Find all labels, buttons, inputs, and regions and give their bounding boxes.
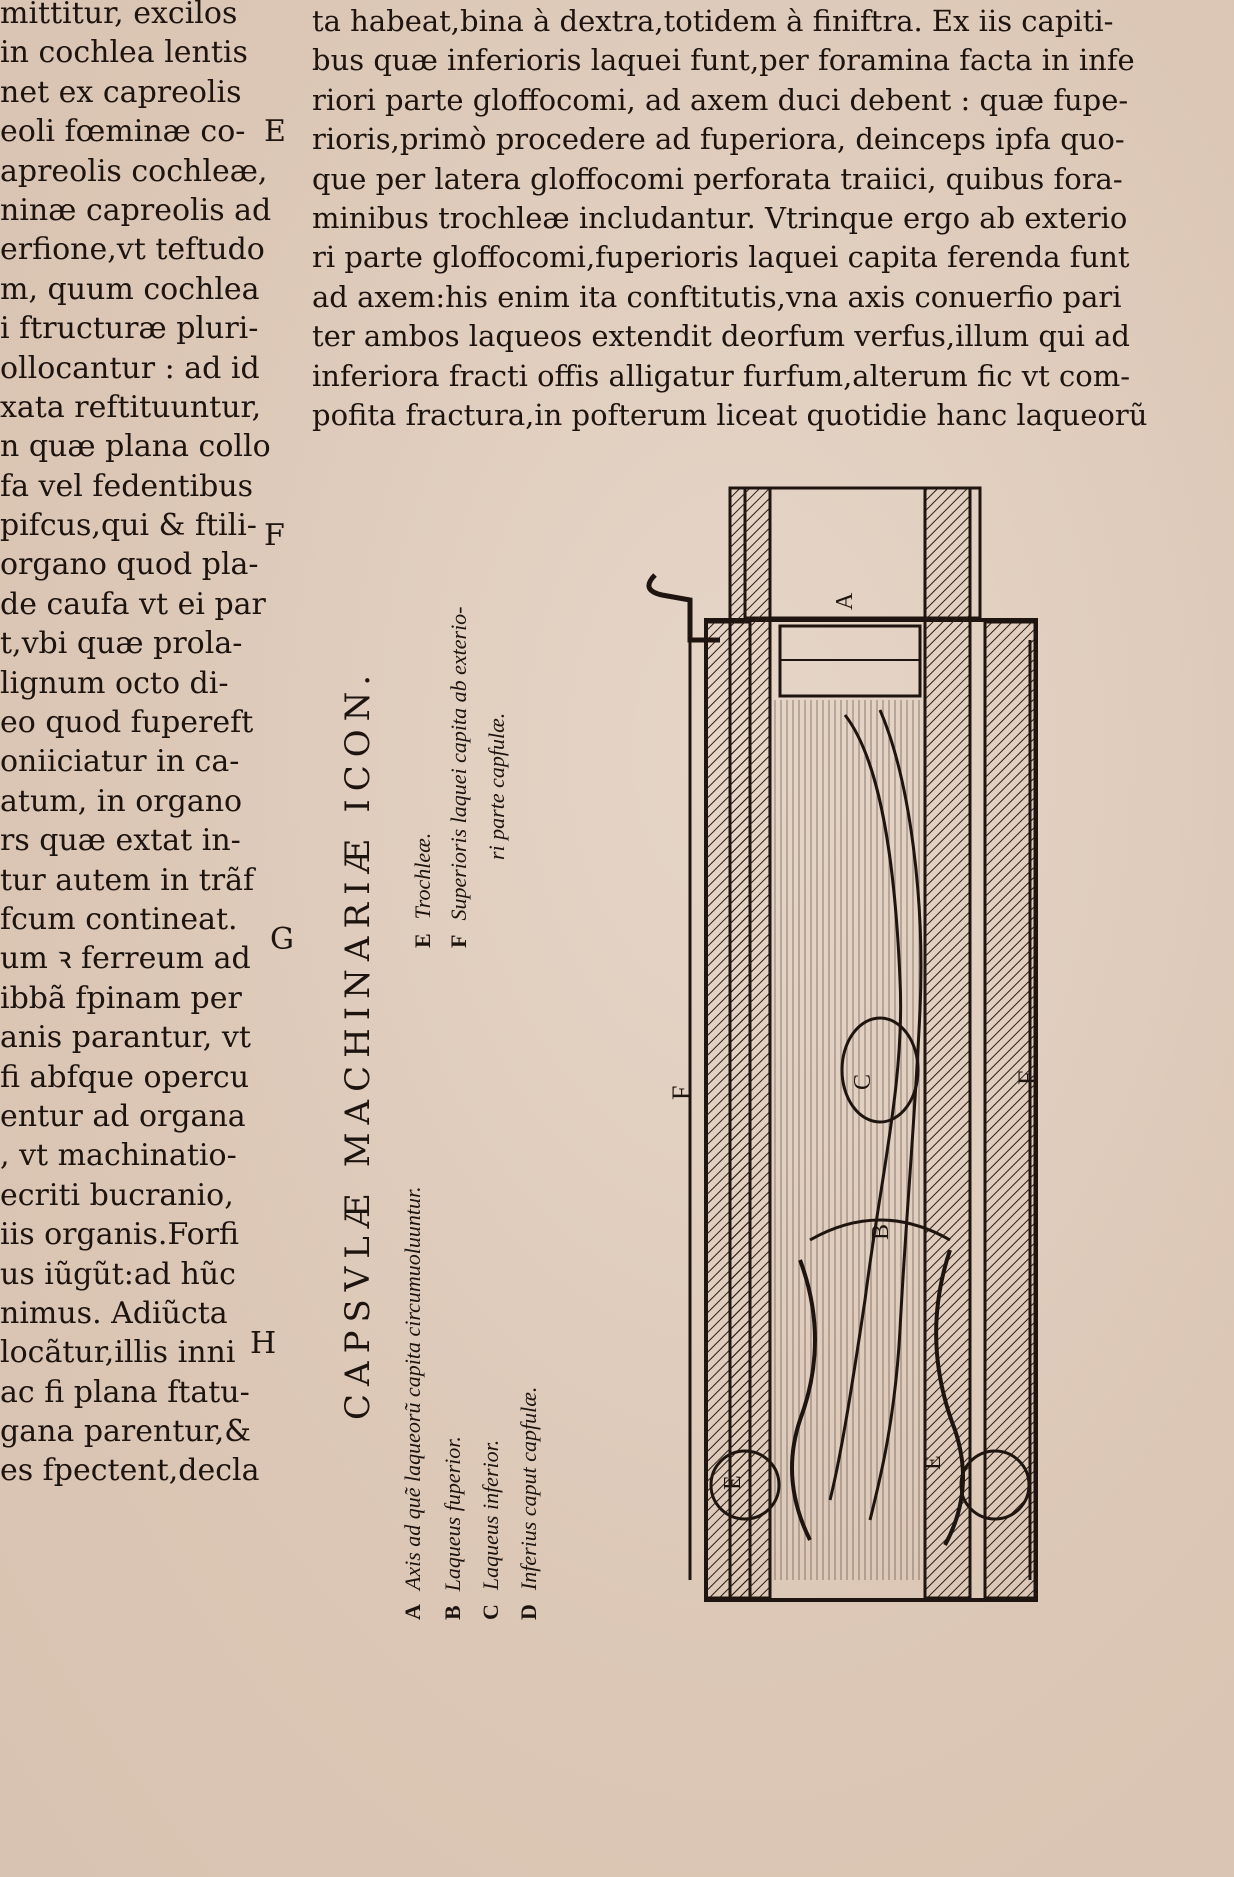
left-column-line: gana parentur,&: [0, 1414, 252, 1450]
main-text-line: ri parte gloffocomi,fuperioris laquei capita ferenda funt: [312, 240, 1130, 275]
left-column-line: ollocantur : ad id: [0, 350, 260, 386]
figure-label-f-right: F: [1013, 1070, 1042, 1085]
legend-text: Laqueus inferior.: [478, 1439, 503, 1591]
main-text-line: que per latera gloffocomi perforata traiici, quibus fora-: [312, 161, 1123, 196]
left-column-line: apreolis cochleæ,: [0, 153, 268, 189]
figure-label-e-left: E: [720, 1475, 746, 1490]
left-column-line: t,vbi quæ prola-: [0, 626, 243, 662]
legend-text: Axis ad quẽ laqueorũ capita circumuoluuntur.: [400, 1186, 425, 1591]
legend-text: Superioris laquei capita ab exterio-: [446, 606, 471, 921]
left-column-line: iis organis.Forfi: [0, 1217, 240, 1253]
left-column-line: de caufa vt ei par: [0, 586, 266, 622]
main-text-line: ad axem:his enim ita conftitutis,vna axis conuerfio pari: [312, 279, 1122, 314]
left-column-line: organo quod pla-: [0, 547, 259, 583]
main-text-line: rioris,primò procedere ad fuperiora, deinceps ipfa quo-: [312, 122, 1125, 157]
legend-text: ri parte capfulæ.: [484, 712, 509, 860]
left-column-line: oniiciatur in ca-: [0, 744, 240, 780]
left-column-line: ninæ capreolis ad: [0, 192, 272, 228]
left-column-line: atum, in organo: [0, 783, 243, 819]
left-column-line: fa vel fedentibus: [0, 468, 254, 504]
main-text-line: riori parte gloffocomi, ad axem duci debent : quæ fupe-: [312, 82, 1129, 117]
capsula-box: [649, 488, 1036, 1600]
legend-text: Laqueus fuperior.: [440, 1436, 465, 1592]
left-column-line: eo quod fupereft: [0, 705, 254, 741]
figure-label-e-right: E: [920, 1455, 946, 1470]
legend-letter: B: [440, 1605, 465, 1620]
figure-label-f-left: F: [667, 1085, 696, 1100]
legend-letter: D: [516, 1604, 541, 1620]
legend-letter: E: [410, 933, 435, 948]
main-text-line: inferiora fracti offis alligatur furfum,alterum fic vt com-: [312, 358, 1131, 393]
margin-letter-f: F: [264, 518, 285, 553]
main-text-line: minibus trochleæ includantur. Vtrinque ergo ab exterio: [312, 200, 1128, 235]
figure-label-a: A: [832, 592, 858, 610]
main-text-line: pofita fractura,in pofterum liceat quotidie hanc laqueorũ: [312, 397, 1148, 432]
main-text-line: ter ambos laqueos extendit deorfum verfus,illum qui ad: [312, 319, 1130, 354]
left-column-line: es fpectent,decla: [0, 1453, 260, 1489]
left-column-line: tur autem in trãf: [0, 862, 255, 898]
left-column-line: i ftructuræ pluri-: [0, 311, 259, 347]
left-column-line: , vt machinatio-: [0, 1138, 237, 1174]
main-text-line: bus quæ inferioris laquei funt,per foramina facta in infe: [312, 43, 1135, 78]
left-column-line: ac fi plana ftatu-: [0, 1374, 250, 1410]
left-column-line: nimus. Adiũcta: [0, 1295, 228, 1331]
left-column-line: net ex capreolis: [0, 74, 242, 110]
left-column-line: erfione,vt teftudo: [0, 232, 265, 268]
left-column-line: eoli fœminæ co-: [0, 114, 246, 150]
left-column-line: ecriti bucranio,: [0, 1177, 234, 1213]
left-column-line: xata reftituuntur,: [0, 389, 262, 425]
figure-label-b: B: [868, 1223, 894, 1240]
left-column-line: fi abfque opercu: [0, 1059, 250, 1095]
left-column-line: rs quæ extat in-: [0, 823, 241, 859]
left-column-line: ibbã fpinam per: [0, 980, 242, 1016]
legend-letter: C: [478, 1604, 503, 1620]
margin-letter-e: E: [264, 114, 286, 149]
margin-letter-h: H: [250, 1326, 277, 1361]
figure-caption-title: CAPSVLÆ MACHINARIÆ ICON.: [338, 666, 378, 1420]
legend-text: Trochleæ.: [410, 832, 435, 920]
left-column-line: entur ad organa: [0, 1098, 246, 1134]
left-column-line: lignum octo di-: [0, 665, 229, 701]
left-column-line: pifcus,qui & ftili-: [0, 508, 257, 544]
margin-letter-g: G: [270, 922, 294, 957]
left-column-line: locãtur,illis inni: [0, 1335, 236, 1371]
legend-letter: F: [446, 934, 471, 948]
left-column-line: anis parantur, vt: [0, 1020, 251, 1056]
left-column-line: m, quum cochlea: [0, 271, 260, 307]
left-column-line: n quæ plana collo: [0, 429, 271, 465]
left-column-line: mittitur, excilos: [0, 0, 238, 31]
left-column-line: um ꝛ ferreum ad: [0, 941, 251, 977]
legend-text: Inferius caput capfulæ.: [516, 1386, 541, 1591]
main-text-line: ta habeat,bina à dextra,totidem à finiftra. Ex iis capiti-: [312, 4, 1114, 38]
left-column-line: in cochlea lentis: [0, 35, 248, 71]
left-column-line: us iũgũt:ad hũc: [0, 1256, 236, 1292]
legend-letter: A: [400, 1604, 425, 1620]
figure-label-c: C: [850, 1073, 876, 1090]
left-column-line: fcum contineat.: [0, 901, 238, 937]
